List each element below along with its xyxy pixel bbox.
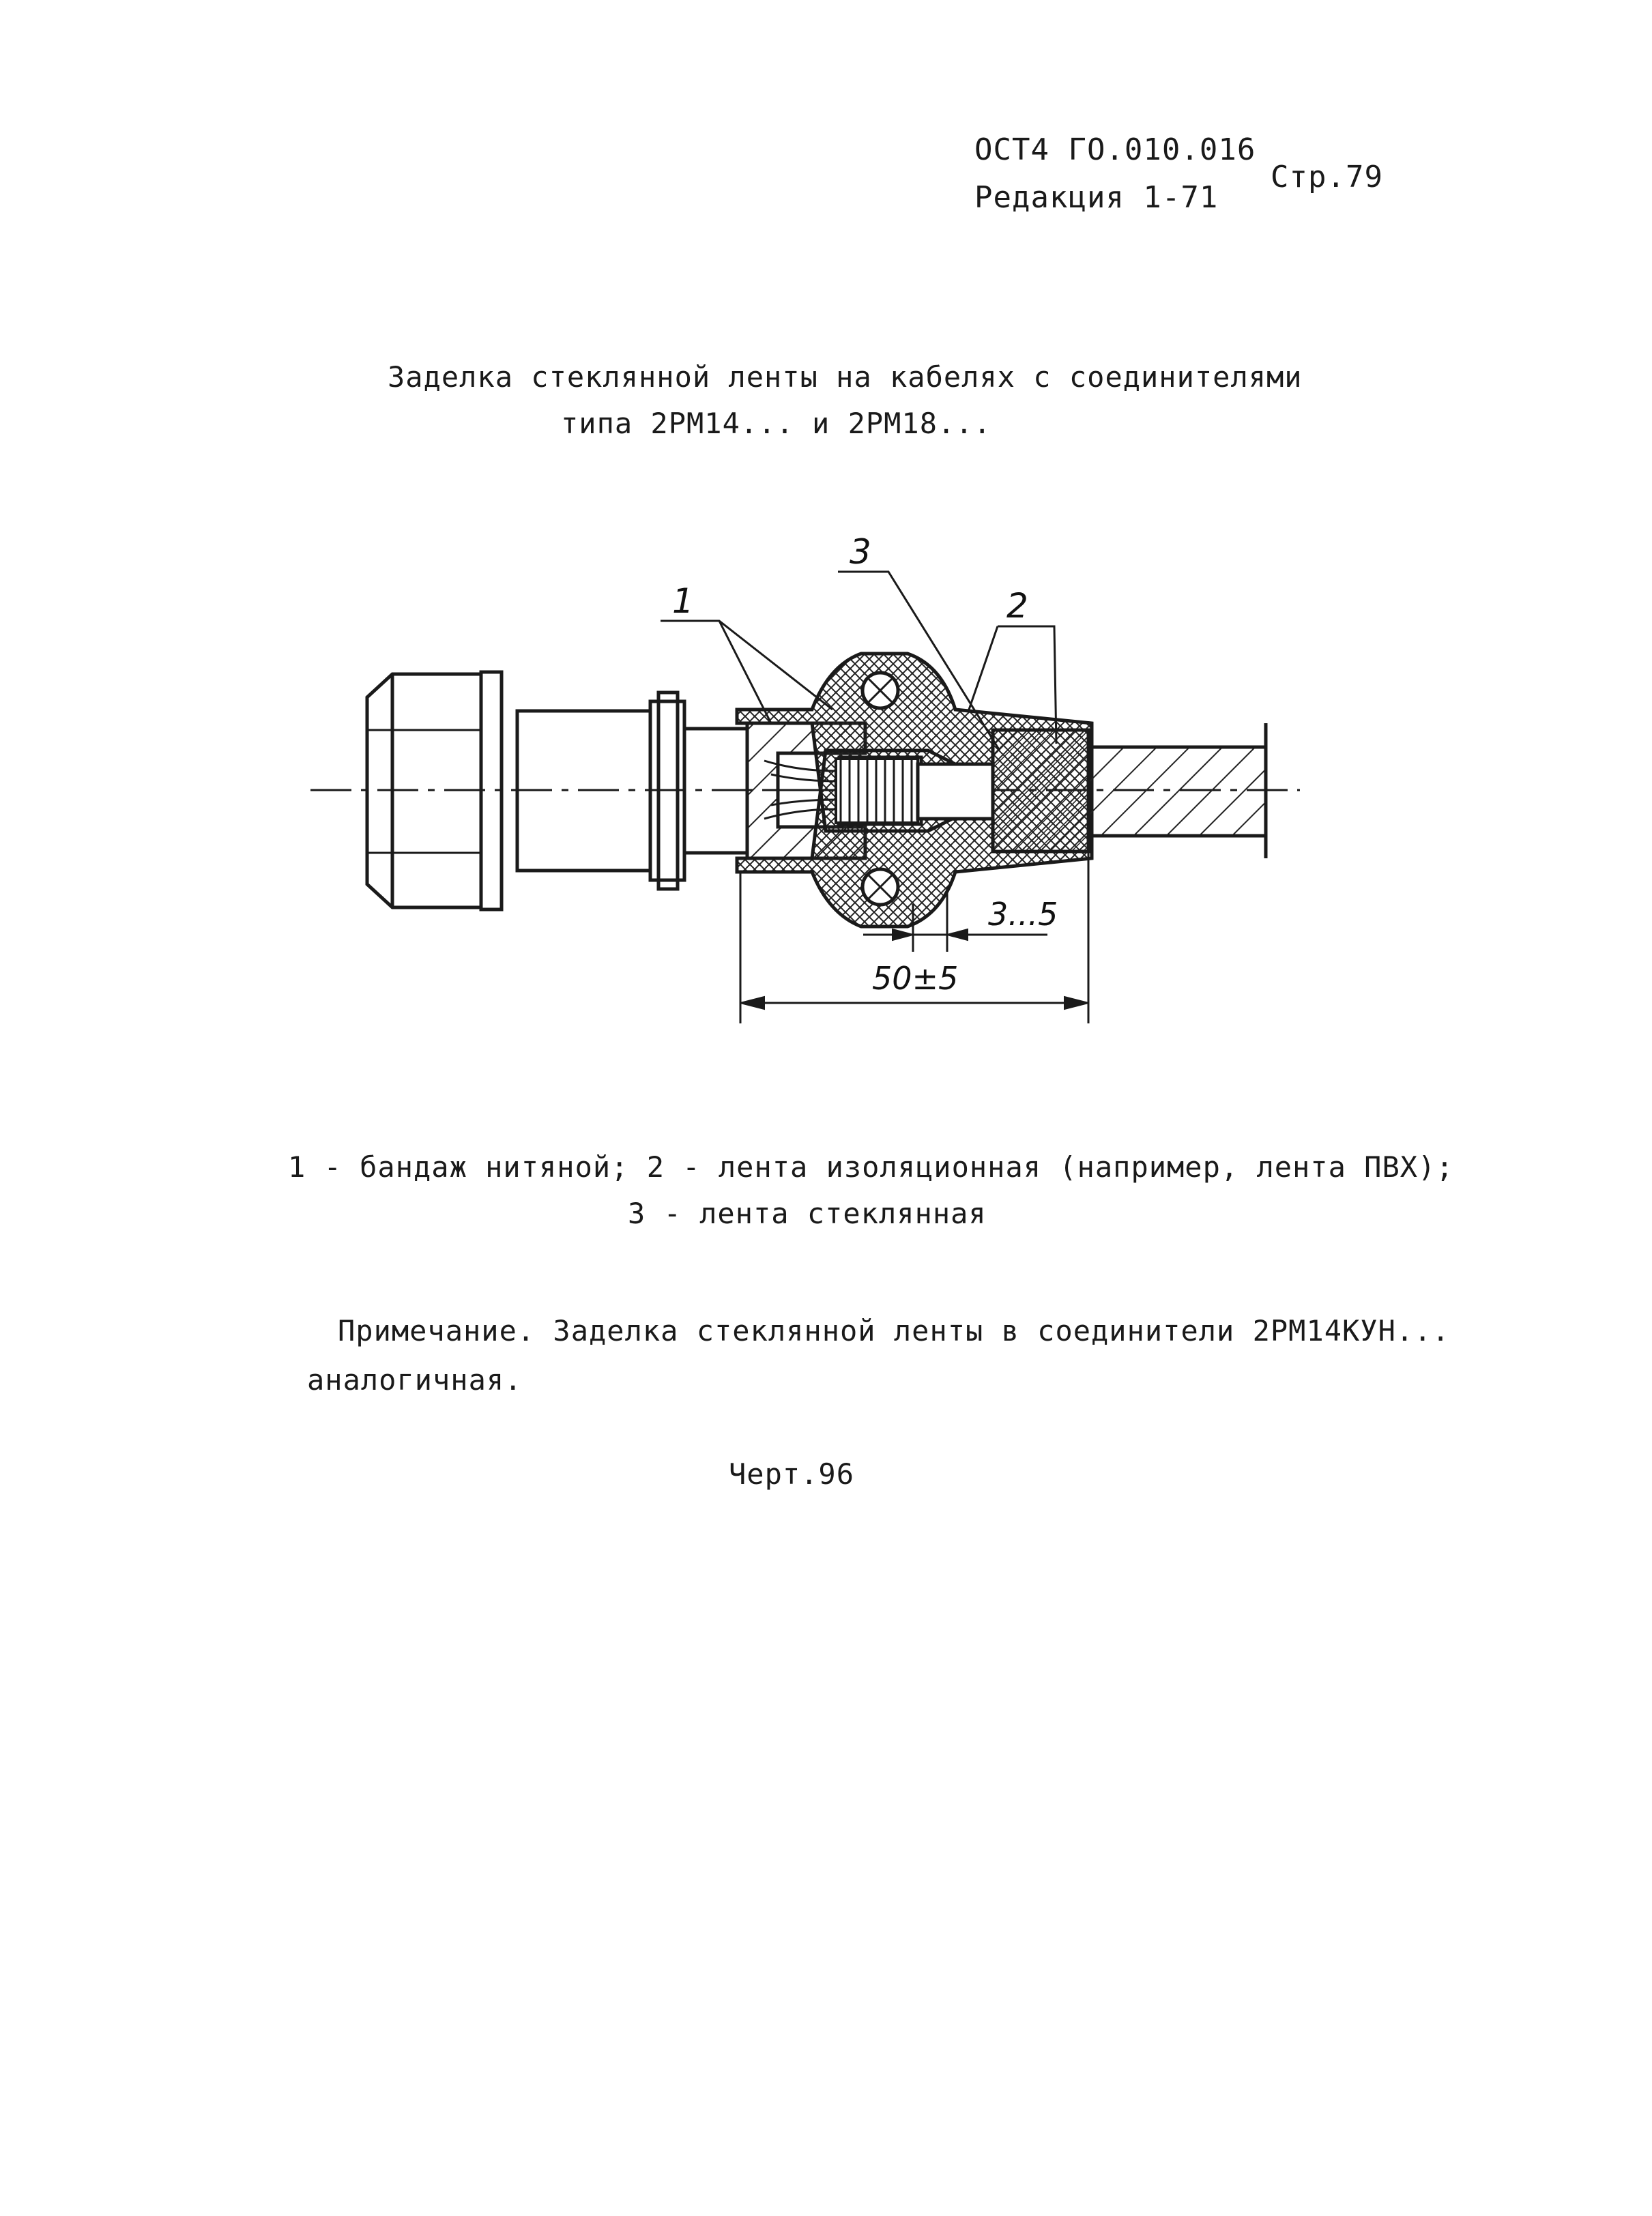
title-line-2: типа 2РМ14... и 2РМ18... bbox=[561, 407, 991, 440]
callout-2-label: 2 bbox=[1006, 586, 1028, 626]
pvc-tape-wrap bbox=[993, 730, 1088, 851]
dim-large-label: 50±5 bbox=[872, 960, 959, 997]
note-line-1: Примечание. Заделка стеклянной ленты в соединители 2РМ14КУН... bbox=[338, 1314, 1450, 1347]
note-line-2: аналогичная. bbox=[307, 1363, 523, 1397]
page-number: Стр.79 bbox=[1271, 160, 1383, 194]
callout-3-label: 3 bbox=[850, 532, 871, 572]
legend-line-2: 3 - лента стеклянная bbox=[628, 1197, 987, 1230]
legend-line-1: 1 - бандаж нитяной; 2 - лента изоляционная (например, лента ПВХ); bbox=[288, 1150, 1454, 1184]
figure-caption: Черт.96 bbox=[729, 1457, 855, 1491]
title-line-1: Заделка стеклянной ленты на кабелях с соединителями bbox=[388, 360, 1303, 394]
cable bbox=[1088, 747, 1266, 836]
dim-small-label: 3...5 bbox=[988, 896, 1058, 933]
callout-1-label: 1 bbox=[672, 581, 694, 621]
cable-core bbox=[918, 764, 993, 819]
edition-label: Редакция 1-71 bbox=[974, 180, 1219, 215]
standard-number: ОСТ4 ГО.010.016 bbox=[974, 132, 1256, 167]
thread-coil bbox=[836, 759, 918, 823]
